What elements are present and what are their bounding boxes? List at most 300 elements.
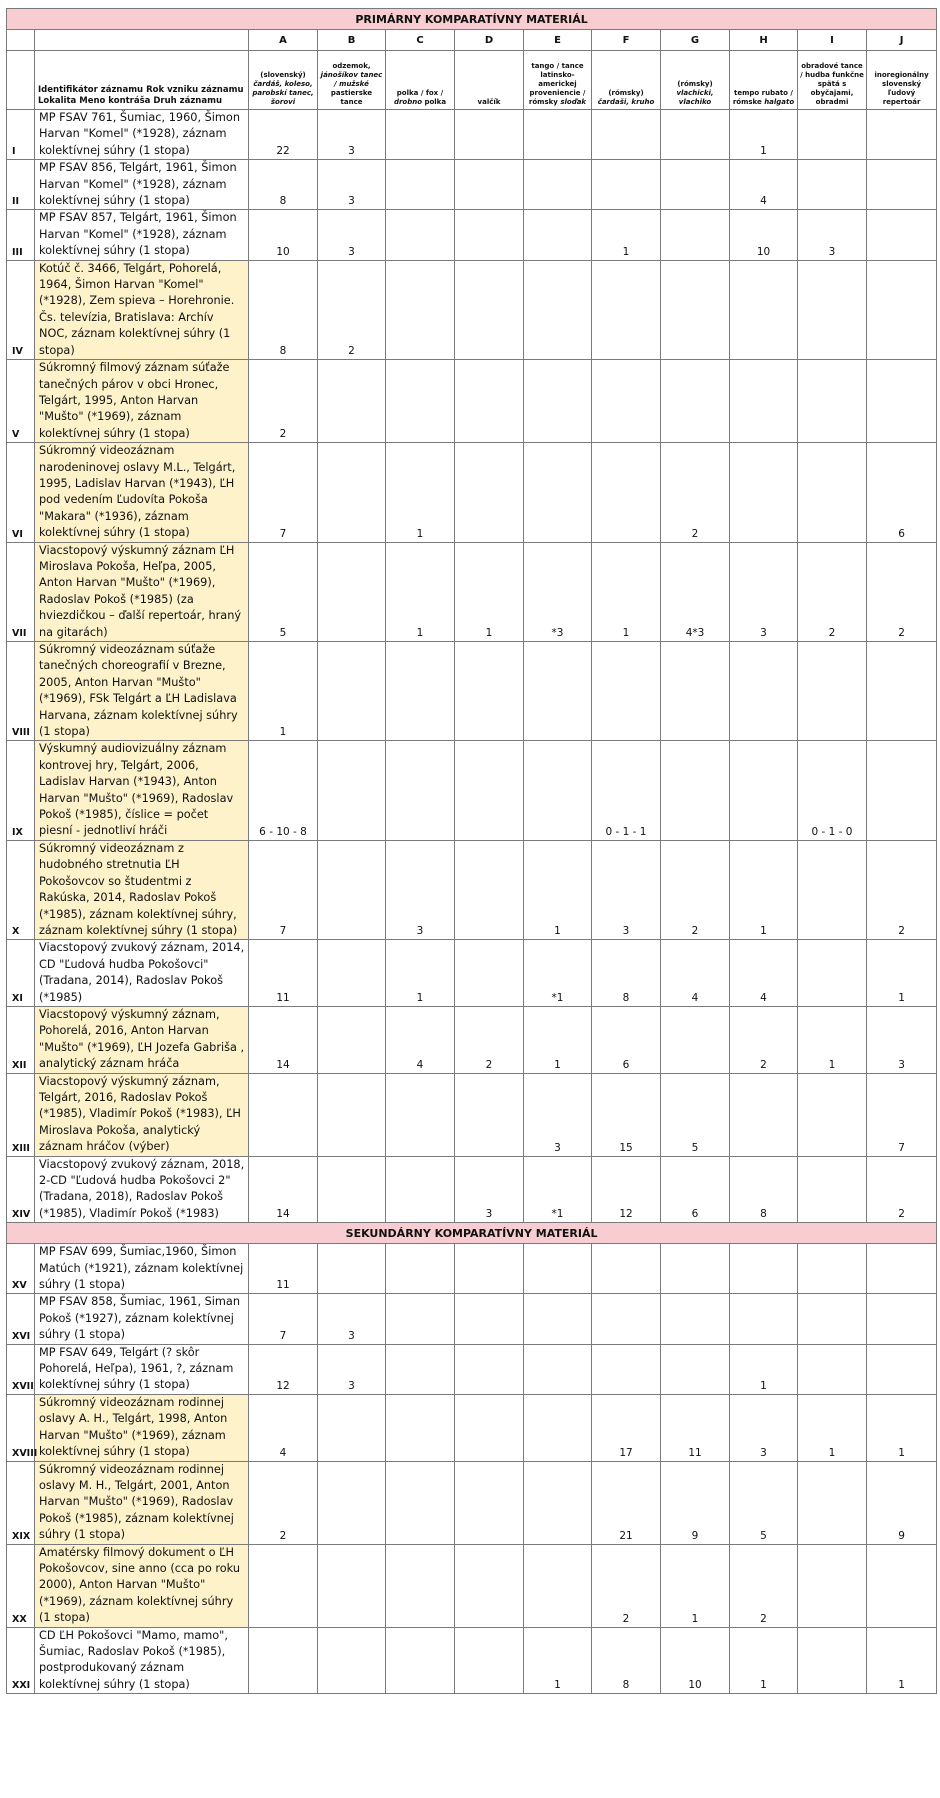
value-cell-i [798, 840, 867, 939]
record-description: Výskumný audiovizuálny záznam kontrovej hry, Telgárt, 2006, Ladislav Harvan (*1943), Anton Harvan "Mušto" (*1969), Radoslav Pokoš (*1985), číslice = počet piesní - jednotliví hráči [35, 741, 249, 840]
value-cell-b [318, 1156, 386, 1223]
value-cell-f: 17 [592, 1394, 661, 1461]
record-description: Súkromný videozáznam súťaže tanečných choreografií v Brezne, 2005, Anton Harvan "Mušto" (*1969), FSk Telgárt a ĽH Ladislava Harvana, záznam kolektívnej súhry (1 stopa) [35, 642, 249, 741]
value-cell-f [592, 360, 661, 443]
value-cell-c [386, 360, 455, 443]
value-cell-a [249, 1544, 318, 1627]
value-cell-b [318, 940, 386, 1007]
value-cell-j: 2 [867, 1156, 937, 1223]
value-cell-c [386, 1394, 455, 1461]
value-cell-i: 0 - 1 - 0 [798, 741, 867, 840]
column-header-g: (rómsky) vlachicki, vlachiko [661, 51, 730, 110]
table-row [7, 1544, 937, 1627]
value-cell-j [867, 210, 937, 260]
row-number: XXI [7, 1627, 35, 1694]
value-cell-b [318, 1006, 386, 1073]
table-row [7, 1244, 937, 1294]
record-description: MP FSAV 761, Šumiac, 1960, Šimon Harvan "Komel" (*1928), záznam kolektívnej súhry (1 stopa) [35, 110, 249, 160]
row-number: III [7, 210, 35, 260]
value-cell-d [455, 210, 524, 260]
value-cell-d [455, 1627, 524, 1694]
table-body [7, 9, 937, 1694]
table-row [7, 642, 937, 741]
row-number: VII [7, 542, 35, 641]
value-cell-g: 2 [661, 840, 730, 939]
value-cell-d: 3 [455, 1156, 524, 1223]
record-description: Súkromný videozáznam rodinnej oslavy A. H., Telgárt, 1998, Anton Harvan "Mušto" (*1969), záznam kolektívnej súhry (1 stopa) [35, 1394, 249, 1461]
value-cell-d [455, 260, 524, 359]
table-row [7, 1461, 937, 1544]
row-number: VI [7, 443, 35, 542]
value-cell-j [867, 260, 937, 359]
value-cell-h [730, 360, 798, 443]
record-description: Viacstopový zvukový záznam, 2014, CD "Ľudová hudba Pokošovci" (Tradana, 2014), Radoslav Pokoš (*1985) [35, 940, 249, 1007]
value-cell-f: 15 [592, 1073, 661, 1156]
value-cell-b [318, 1394, 386, 1461]
id-column-header: Identifikátor záznamu Rok vzniku záznamu Lokalita Meno kontráša Druh záznamu [35, 51, 249, 110]
value-cell-e [524, 1394, 592, 1461]
row-number: XVIII [7, 1394, 35, 1461]
value-cell-d [455, 642, 524, 741]
value-cell-c [386, 1244, 455, 1294]
value-cell-c [386, 110, 455, 160]
value-cell-h: 4 [730, 940, 798, 1007]
value-cell-j [867, 1244, 937, 1294]
value-cell-b [318, 1461, 386, 1544]
record-description: MP FSAV 858, Šumiac, 1961, Siman Pokoš (*1927), záznam kolektívnej súhry (1 stopa) [35, 1294, 249, 1344]
value-cell-i [798, 360, 867, 443]
value-cell-a: 22 [249, 110, 318, 160]
table-row [7, 1073, 937, 1156]
value-cell-d [455, 1294, 524, 1344]
value-cell-c: 4 [386, 1006, 455, 1073]
table-row [7, 443, 937, 542]
value-cell-f [592, 260, 661, 359]
record-description: Súkromný filmový záznam súťaže tanečných párov v obci Hronec, Telgárt, 1995, Anton Harvan "Mušto" (*1969), záznam kolektívnej súhry (1 stopa) [35, 360, 249, 443]
value-cell-d [455, 360, 524, 443]
value-cell-c: 3 [386, 840, 455, 939]
value-cell-g: 10 [661, 1627, 730, 1694]
record-description: Súkromný videozáznam z hudobného stretnutia ĽH Pokošovcov so študentmi z Rakúska, 2014, Radoslav Pokoš (*1985), záznam kolektívnej súhry, záznam kolektívnej súhry (1 stopa) [35, 840, 249, 939]
record-description: CD ĽH Pokošovci "Mamo, mamo", Šumiac, Radoslav Pokoš (*1985), postprodukovaný záznam kolektívnej súhry (1 stopa) [35, 1627, 249, 1694]
value-cell-a: 2 [249, 1461, 318, 1544]
value-cell-e [524, 1294, 592, 1344]
table-row [7, 1344, 937, 1394]
value-cell-i [798, 1627, 867, 1694]
value-cell-c [386, 642, 455, 741]
secondary-section-header-title: SEKUNDÁRNY KOMPARATÍVNY MATERIÁL [7, 1223, 937, 1244]
value-cell-b [318, 542, 386, 641]
value-cell-h: 1 [730, 1344, 798, 1394]
value-cell-f: 2 [592, 1544, 661, 1627]
value-cell-g [661, 1244, 730, 1294]
comparative-material-table-wrapper [6, 8, 936, 1694]
value-cell-a: 1 [249, 642, 318, 741]
value-cell-f [592, 1344, 661, 1394]
value-cell-e: 3 [524, 1073, 592, 1156]
value-cell-i: 1 [798, 1394, 867, 1461]
value-cell-e [524, 210, 592, 260]
column-header-d: valčík [455, 51, 524, 110]
table-row [7, 542, 937, 641]
value-cell-g: 4*3 [661, 542, 730, 641]
value-cell-g: 4 [661, 940, 730, 1007]
value-cell-a: 10 [249, 210, 318, 260]
row-number: VIII [7, 642, 35, 741]
value-cell-b: 2 [318, 260, 386, 359]
value-cell-e: 1 [524, 840, 592, 939]
value-cell-f [592, 1294, 661, 1344]
column-letter-g: G [661, 30, 730, 51]
value-cell-a: 8 [249, 160, 318, 210]
value-cell-f: 6 [592, 1006, 661, 1073]
value-cell-b [318, 1073, 386, 1156]
column-header-c: polka / fox / drobno polka [386, 51, 455, 110]
column-letter-i: I [798, 30, 867, 51]
column-letter-a: A [249, 30, 318, 51]
value-cell-f: 21 [592, 1461, 661, 1544]
record-description: Kotúč č. 3466, Telgárt, Pohorelá, 1964, Šimon Harvan "Komel" (*1928), Zem spieva – Horehronie. Čs. televízia, Bratislava: Archív NOC, záznam kolektívnej súhry (1 stopa) [35, 260, 249, 359]
value-cell-h: 3 [730, 542, 798, 641]
value-cell-e: *3 [524, 542, 592, 641]
table-row [7, 1006, 937, 1073]
value-cell-h: 10 [730, 210, 798, 260]
row-number: IX [7, 741, 35, 840]
value-cell-e [524, 110, 592, 160]
value-cell-a: 12 [249, 1344, 318, 1394]
value-cell-f [592, 1244, 661, 1294]
row-number: XV [7, 1244, 35, 1294]
value-cell-h [730, 260, 798, 359]
value-cell-i [798, 1073, 867, 1156]
value-cell-i: 1 [798, 1006, 867, 1073]
value-cell-j: 1 [867, 1627, 937, 1694]
value-cell-i: 2 [798, 542, 867, 641]
value-cell-e: *1 [524, 940, 592, 1007]
value-cell-f: 8 [592, 940, 661, 1007]
row-number: XII [7, 1006, 35, 1073]
value-cell-g: 5 [661, 1073, 730, 1156]
value-cell-e: 1 [524, 1006, 592, 1073]
value-cell-h: 4 [730, 160, 798, 210]
value-cell-h [730, 443, 798, 542]
value-cell-d [455, 160, 524, 210]
value-cell-j [867, 1544, 937, 1627]
value-cell-j [867, 1344, 937, 1394]
value-cell-d [455, 1244, 524, 1294]
value-cell-g [661, 360, 730, 443]
value-cell-a: 7 [249, 1294, 318, 1344]
value-cell-e [524, 1344, 592, 1394]
column-header-j: inoregionálny slovenský ľudový repertoár [867, 51, 937, 110]
column-header-a: (slovenský) čardáš, koleso, parobskí tanec, šorovi [249, 51, 318, 110]
value-cell-a: 5 [249, 542, 318, 641]
value-cell-d [455, 741, 524, 840]
value-cell-b: 3 [318, 160, 386, 210]
row-number: XVII [7, 1344, 35, 1394]
value-cell-f: 8 [592, 1627, 661, 1694]
value-cell-d [455, 840, 524, 939]
value-cell-h [730, 642, 798, 741]
value-cell-f [592, 443, 661, 542]
value-cell-a: 6 - 10 - 8 [249, 741, 318, 840]
table-row [7, 741, 937, 840]
value-cell-e: 1 [524, 1627, 592, 1694]
value-cell-g [661, 642, 730, 741]
value-cell-c: 1 [386, 940, 455, 1007]
row-number: XVI [7, 1294, 35, 1344]
value-cell-a: 11 [249, 940, 318, 1007]
value-cell-c [386, 741, 455, 840]
table-row [7, 940, 937, 1007]
value-cell-d [455, 1461, 524, 1544]
value-cell-a: 2 [249, 360, 318, 443]
value-cell-h [730, 1073, 798, 1156]
value-cell-h: 2 [730, 1544, 798, 1627]
column-letter-h: H [730, 30, 798, 51]
value-cell-f [592, 160, 661, 210]
value-cell-i [798, 1294, 867, 1344]
value-cell-a: 14 [249, 1156, 318, 1223]
table-row [7, 160, 937, 210]
column-header-i: obradové tance / hudba funkčne spätá s obyčajami, obradmi [798, 51, 867, 110]
table-row [7, 260, 937, 359]
value-cell-j: 1 [867, 940, 937, 1007]
value-cell-b: 3 [318, 1294, 386, 1344]
value-cell-c [386, 1344, 455, 1394]
value-cell-b [318, 840, 386, 939]
value-cell-g: 11 [661, 1394, 730, 1461]
value-cell-h: 8 [730, 1156, 798, 1223]
value-cell-b: 3 [318, 1344, 386, 1394]
value-cell-e [524, 160, 592, 210]
value-cell-f: 1 [592, 542, 661, 641]
value-cell-b [318, 1244, 386, 1294]
record-description: Viacstopový výskumný záznam ĽH Miroslava Pokoša, Heľpa, 2005, Anton Harvan "Mušto" (*1969), Radoslav Pokoš (*1985) (za hviezdičkou – ďalší repertoár, hraný na gitarách) [35, 542, 249, 641]
value-cell-c [386, 1156, 455, 1223]
value-cell-j [867, 160, 937, 210]
value-cell-e [524, 260, 592, 359]
value-cell-c [386, 160, 455, 210]
row-number: XI [7, 940, 35, 1007]
value-cell-h [730, 1294, 798, 1344]
column-letter-e: E [524, 30, 592, 51]
record-description: Viacstopový výskumný záznam, Telgárt, 2016, Radoslav Pokoš (*1985), Vladimír Pokoš (*1983), ĽH Miroslava Pokoša, analytický záznam hráčov (výber) [35, 1073, 249, 1156]
value-cell-c [386, 1544, 455, 1627]
value-cell-d: 1 [455, 542, 524, 641]
value-cell-g [661, 160, 730, 210]
table-row [7, 360, 937, 443]
value-cell-e [524, 443, 592, 542]
letters-corner-cell [7, 30, 35, 51]
value-cell-d [455, 940, 524, 1007]
value-cell-d: 2 [455, 1006, 524, 1073]
value-cell-i [798, 1156, 867, 1223]
value-cell-h [730, 741, 798, 840]
value-cell-c [386, 1461, 455, 1544]
value-cell-h: 1 [730, 840, 798, 939]
table-row [7, 1156, 937, 1223]
value-cell-c [386, 260, 455, 359]
value-cell-g [661, 1006, 730, 1073]
value-cell-a: 7 [249, 443, 318, 542]
value-cell-h: 5 [730, 1461, 798, 1544]
table-row [7, 1394, 937, 1461]
value-cell-a: 11 [249, 1244, 318, 1294]
value-cell-b: 3 [318, 110, 386, 160]
value-cell-f: 3 [592, 840, 661, 939]
value-cell-b [318, 443, 386, 542]
value-cell-b [318, 1627, 386, 1694]
value-cell-b: 3 [318, 210, 386, 260]
value-cell-j: 2 [867, 840, 937, 939]
comparative-material-table [6, 8, 937, 1694]
record-description: MP FSAV 649, Telgárt (? skôr Pohorelá, Heľpa), 1961, ?, záznam kolektívnej súhry (1 stopa) [35, 1344, 249, 1394]
column-letter-j: J [867, 30, 937, 51]
value-cell-d [455, 1073, 524, 1156]
value-cell-a: 7 [249, 840, 318, 939]
value-cell-i [798, 160, 867, 210]
value-cell-g [661, 260, 730, 359]
column-letters-row [7, 30, 937, 51]
value-cell-g [661, 1344, 730, 1394]
value-cell-a: 4 [249, 1394, 318, 1461]
value-cell-c: 1 [386, 443, 455, 542]
value-cell-g: 9 [661, 1461, 730, 1544]
value-cell-j: 1 [867, 1394, 937, 1461]
letters-id-cell [35, 30, 249, 51]
column-header-f: (rómsky) čardaši, kruho [592, 51, 661, 110]
value-cell-b [318, 741, 386, 840]
value-cell-h: 1 [730, 1627, 798, 1694]
column-letter-f: F [592, 30, 661, 51]
value-cell-e [524, 1461, 592, 1544]
value-cell-j [867, 360, 937, 443]
value-cell-i [798, 1544, 867, 1627]
value-cell-h: 1 [730, 110, 798, 160]
row-number: V [7, 360, 35, 443]
row-number: XIX [7, 1461, 35, 1544]
value-cell-b [318, 360, 386, 443]
row-number: XIV [7, 1156, 35, 1223]
value-cell-g: 6 [661, 1156, 730, 1223]
column-letter-b: B [318, 30, 386, 51]
value-cell-g: 1 [661, 1544, 730, 1627]
value-cell-d [455, 1544, 524, 1627]
value-cell-g [661, 210, 730, 260]
value-cell-i [798, 443, 867, 542]
value-cell-j [867, 642, 937, 741]
table-row [7, 840, 937, 939]
value-cell-d [455, 443, 524, 542]
value-cell-e [524, 741, 592, 840]
value-cell-f [592, 110, 661, 160]
value-cell-h: 3 [730, 1394, 798, 1461]
value-cell-c [386, 1627, 455, 1694]
value-cell-e: *1 [524, 1156, 592, 1223]
value-cell-c [386, 1294, 455, 1344]
value-cell-b [318, 1544, 386, 1627]
row-number: X [7, 840, 35, 939]
record-description: Viacstopový zvukový záznam, 2018, 2-CD "Ľudová hudba Pokošovci 2" (Tradana, 2018), Radoslav Pokoš (*1985), Vladimír Pokoš (*1983) [35, 1156, 249, 1223]
value-cell-d [455, 110, 524, 160]
value-cell-i [798, 1244, 867, 1294]
value-cell-e [524, 360, 592, 443]
value-cell-i [798, 110, 867, 160]
value-cell-a: 14 [249, 1006, 318, 1073]
value-cell-g: 2 [661, 443, 730, 542]
value-cell-i [798, 260, 867, 359]
table-row [7, 110, 937, 160]
record-description: MP FSAV 857, Telgárt, 1961, Šimon Harvan "Komel" (*1928), záznam kolektívnej súhry (1 stopa) [35, 210, 249, 260]
value-cell-j: 3 [867, 1006, 937, 1073]
value-cell-i [798, 1461, 867, 1544]
row-number: IV [7, 260, 35, 359]
record-description: Súkromný videozáznam narodeninovej oslavy M.L., Telgárt, 1995, Ladislav Harvan (*1943), ĽH pod vedením Ľudovíta Pokoša "Makara" (*1936), záznam kolektívnej súhry (1 stopa) [35, 443, 249, 542]
value-cell-i [798, 940, 867, 1007]
value-cell-f [592, 642, 661, 741]
column-header-h: tempo rubato / rómske halgato [730, 51, 798, 110]
value-cell-h: 2 [730, 1006, 798, 1073]
value-cell-c [386, 1073, 455, 1156]
table-row [7, 210, 937, 260]
record-description: Amatérsky filmový dokument o ĽH Pokošovcov, sine anno (cca po roku 2000), Anton Harvan "Mušto" (*1969), záznam kolektívnej súhry (1 stopa) [35, 1544, 249, 1627]
column-letter-c: C [386, 30, 455, 51]
value-cell-j [867, 110, 937, 160]
value-cell-d [455, 1394, 524, 1461]
value-cell-c: 1 [386, 542, 455, 641]
value-cell-e [524, 642, 592, 741]
value-cell-i: 3 [798, 210, 867, 260]
primary-section-header-title: PRIMÁRNY KOMPARATÍVNY MATERIÁL [7, 9, 937, 30]
value-cell-h [730, 1244, 798, 1294]
primary-section-header [7, 9, 937, 30]
value-cell-j [867, 1294, 937, 1344]
column-header-e: tango / tance latinsko-americkej proveniencie / rómsky sloďak [524, 51, 592, 110]
row-number: I [7, 110, 35, 160]
value-cell-g [661, 741, 730, 840]
table-row [7, 1627, 937, 1694]
value-cell-f: 0 - 1 - 1 [592, 741, 661, 840]
column-letter-d: D [455, 30, 524, 51]
secondary-section-header [7, 1223, 937, 1244]
value-cell-g [661, 110, 730, 160]
row-number: II [7, 160, 35, 210]
record-description: Súkromný videozáznam rodinnej oslavy M. H., Telgárt, 2001, Anton Harvan "Mušto" (*1969), Radoslav Pokoš (*1985), záznam kolektívnej súhry (1 stopa) [35, 1461, 249, 1544]
column-header-b: odzemok, jánošíkov tanec / mužské pastierske tance [318, 51, 386, 110]
value-cell-j: 9 [867, 1461, 937, 1544]
column-headers-row [7, 51, 937, 110]
value-cell-i [798, 642, 867, 741]
value-cell-c [386, 210, 455, 260]
value-cell-j: 2 [867, 542, 937, 641]
row-number: XX [7, 1544, 35, 1627]
value-cell-j: 6 [867, 443, 937, 542]
value-cell-f: 1 [592, 210, 661, 260]
header-corner-cell [7, 51, 35, 110]
value-cell-g [661, 1294, 730, 1344]
record-description: Viacstopový výskumný záznam, Pohorelá, 2016, Anton Harvan "Mušto" (*1969), ĽH Jozefa Gabriša , analytický záznam hráča [35, 1006, 249, 1073]
record-description: MP FSAV 856, Telgárt, 1961, Šimon Harvan "Komel" (*1928), záznam kolektívnej súhry (1 stopa) [35, 160, 249, 210]
row-number: XIII [7, 1073, 35, 1156]
value-cell-i [798, 1344, 867, 1394]
record-description: MP FSAV 699, Šumiac,1960, Šimon Matúch (*1921), záznam kolektívnej súhry (1 stopa) [35, 1244, 249, 1294]
value-cell-j [867, 741, 937, 840]
value-cell-b [318, 642, 386, 741]
value-cell-a: 8 [249, 260, 318, 359]
value-cell-e [524, 1544, 592, 1627]
value-cell-a [249, 1627, 318, 1694]
